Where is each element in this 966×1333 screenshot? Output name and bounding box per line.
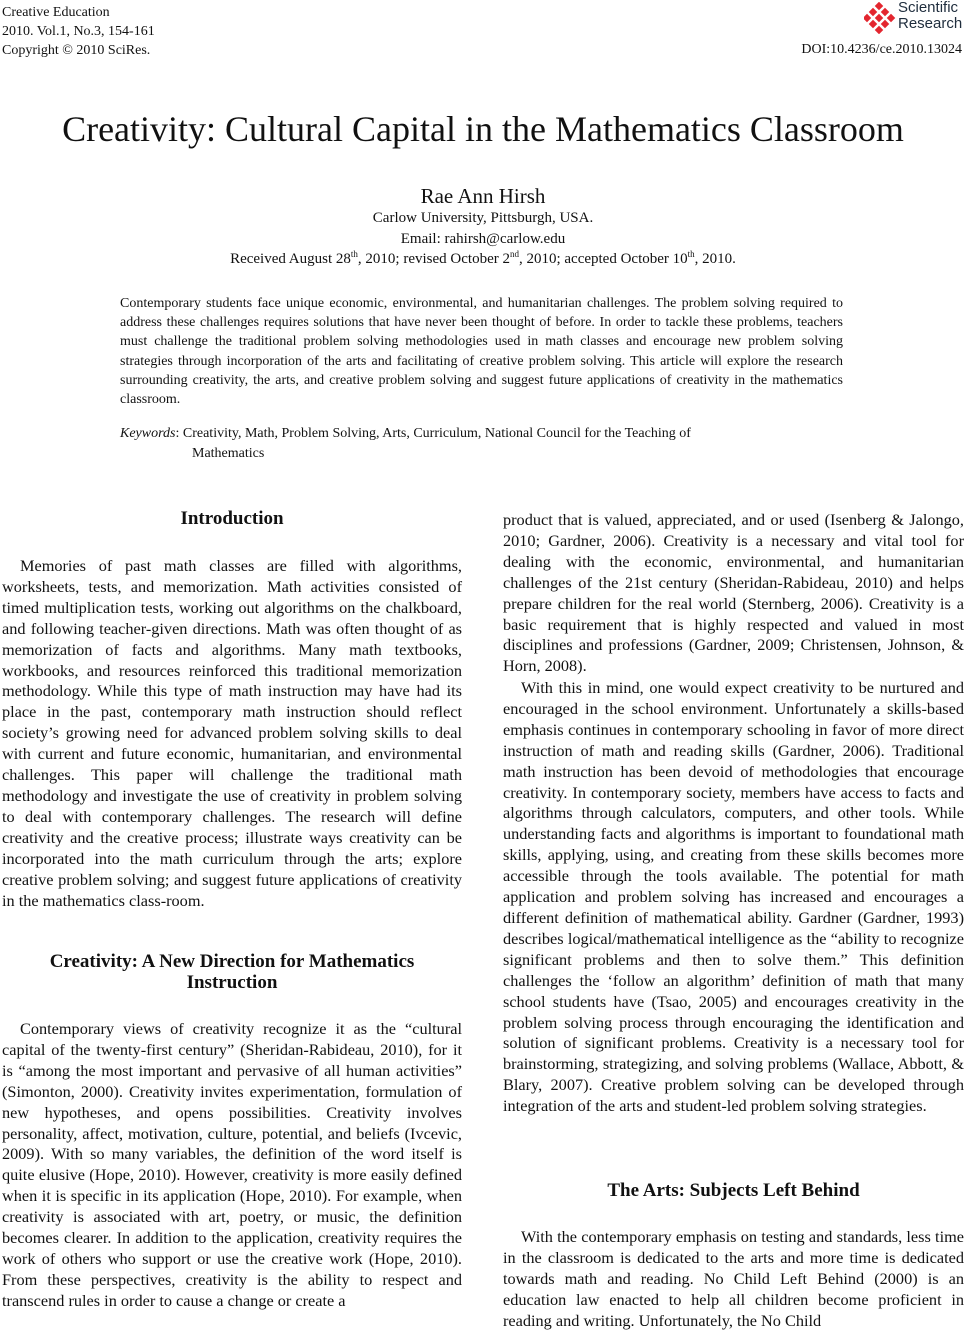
paragraph-text: With the contemporary emphasis on testing and standards, less time in the classroom is dedicated to the arts and more time is dedicated towards math and reading. No Child Left Behind (2000) is an education law enacted to help all children become proficient in reading and writing. Unfortunately, the No Child <box>503 1227 964 1330</box>
paragraph-text: Contemporary views of creativity recognize it as the “cultural capital of the twenty-first century” (Sheridan-Rabideau, 2010), for it is “among the most important and pervasive of all human activities” (Simonton, 2000). Creativity invites experimentation, formulation of new hypotheses, and opens possibilities. Creativity involves personality, affect, motivation, culture, potential, and beliefs (Ivcevic, 2009). With so many variables, the definition of the word itself is quite elusive (Hope, 2010). However, creativity is more easily defined when it is specific in its application (Hope, 2010). For example, when creativity is associated with art, poetry, or music, the definition becomes clearer. In addition to the application, creativity requires the work of others who support or use the creative work (Hope, 2010). From these perspectives, creativity is the ability to respect and transcend rules in order to cause a change or create a <box>2 1019 462 1310</box>
section-heading-introduction: Introduction <box>180 508 284 529</box>
author-email: Email: rahirsh@carlow.edu <box>400 231 566 247</box>
keywords <box>120 424 843 463</box>
paragraph-text: product that is valued, appreciated, and or used (Isenberg & Jalongo, 2010; Gardner, 2006). Creativity is a necessary and vital tool for dealing with the economic, environmental, and humanitarian challenges of the 21st century (Sheridan-Rabideau, 2010) and helps prepare children for the real world (Sternberg, 2006). Creativity is a basic requirement that is highly respected and valued in most disciplines and professions (Gardner, 2009; Christensen, Johnson, & Horn, 2008). <box>503 510 964 676</box>
paragraph-right-1 <box>503 510 964 677</box>
logo-line-2: Research <box>898 15 963 32</box>
keywords-line-2: Mathematics <box>192 445 265 461</box>
paragraph-arts <box>503 1227 964 1332</box>
logo-text <box>898 0 962 32</box>
abstract: Contemporary students face unique economic, environmental, and humanitarian challenges. The problem solving required to address these challenges requires solutions that have never been thought of before. In order to tackle these problems, teachers must challenge the traditional problem solving methodologies used in math classes and encourage new problem solving strategies through incorporation of the arts and facilitating of creative problem solving. This article will explore the research surrounding creativity, the arts, and creative problem solving and suggest future applications of creativity in the mathematics classroom. <box>120 296 843 408</box>
journal-name: Creative Education <box>2 5 110 20</box>
journal-volume: 2010. Vol.1, No.3, 154-161 <box>2 24 155 39</box>
logo-line-1: Scientific <box>898 0 959 16</box>
paragraph-text: Memories of past math classes are filled with algorithms, worksheets, tests, and memorization. Math activities consisted of timed multiplication tests, working out algorithms on the chalkboard, and following teacher-given directions. Math was often thought of as memorization of facts and algorithms. Many math textbooks, workbooks, and resources reinforced this traditional memorization methodology. While this type of math instruction may have had its place in the past, contemporary math instruction should reflect society’s growing need for advanced problem solving skills to deal with current and future economic, humanitarian, and environmental challenges. This paper will challenge the traditional math methodology and investigate the use of creativity in problem solving to deal with contemporary challenges. The research will define creativity and the creative process; illustrate ways creativity can be incorporated into the math curriculum through the arts; explore creative problem solving; and suggest future applications of creativity in the mathematics class-room. <box>2 556 462 910</box>
keywords-line-1: : Creativity, Math, Problem Solving, Arts, Curriculum, National Council for the Teaching of <box>175 426 691 441</box>
paragraph-text: With this in mind, one would expect creativity to be nurtured and encouraged in the school environment. Unfortunately a skills-based emphasis continues in contemporary schooling in favor of more direct instruction of math and reading skills (Gardner, 2006). Traditional math instruction has been devoid of methodologies that encourage creativity. In contemporary society, members have access to facts and algorithms through calculators, computers, and other tools. While understanding facts and algorithms is important to foundational math skills, applying, using, and creating from these skills becomes more accessible through the tools available. The potential for math application and problem solving has increased and encourages a different definition of mathematical ability. Gardner (Gardner, 1993) describes logical/mathematical intelligence as the “ability to recognize significant problems and then to solve them.” This definition challenges the ‘follow an algorithm’ definition of math that many school students have (Tsao, 2005) and encourages creativity in the problem solving process through encouraging the identification and solution of significant problems. Creativity is a necessary tool for brainstorming, strategizing, and solving problems (Wallace, Abbott, & Blary, 2007). Creative problem solving can be developed through integration of the arts and student-led problem solving strategies. <box>503 678 964 1116</box>
author-name: Rae Ann Hirsh <box>420 184 546 208</box>
section-heading-line-1: Creativity: A New Direction for Mathematics <box>49 951 415 972</box>
author-affiliation: Carlow University, Pittsburgh, USA. <box>372 210 594 226</box>
doi: DOI:10.4236/ce.2010.13024 <box>801 42 962 57</box>
copyright: Copyright © 2010 SciRes. <box>2 43 151 58</box>
scientific-research-logo-icon <box>864 2 896 34</box>
paragraph-creativity <box>2 1019 462 1312</box>
paragraph-introduction <box>2 556 462 911</box>
publisher-logo <box>864 0 964 36</box>
section-heading-line-2: Instruction <box>186 972 278 993</box>
keywords-label: Keywords <box>120 426 176 441</box>
article-title: Creativity: Cultural Capital in the Mathematics Classroom <box>62 109 904 149</box>
paragraph-right-2 <box>503 678 964 1117</box>
journal-header <box>2 3 155 60</box>
section-heading-arts: The Arts: Subjects Left Behind <box>607 1180 860 1201</box>
section-heading-creativity <box>2 951 462 993</box>
article-dates: Received August 28th, 2010; revised October 2nd, 2010; accepted October 10th, 2010. <box>230 249 736 267</box>
